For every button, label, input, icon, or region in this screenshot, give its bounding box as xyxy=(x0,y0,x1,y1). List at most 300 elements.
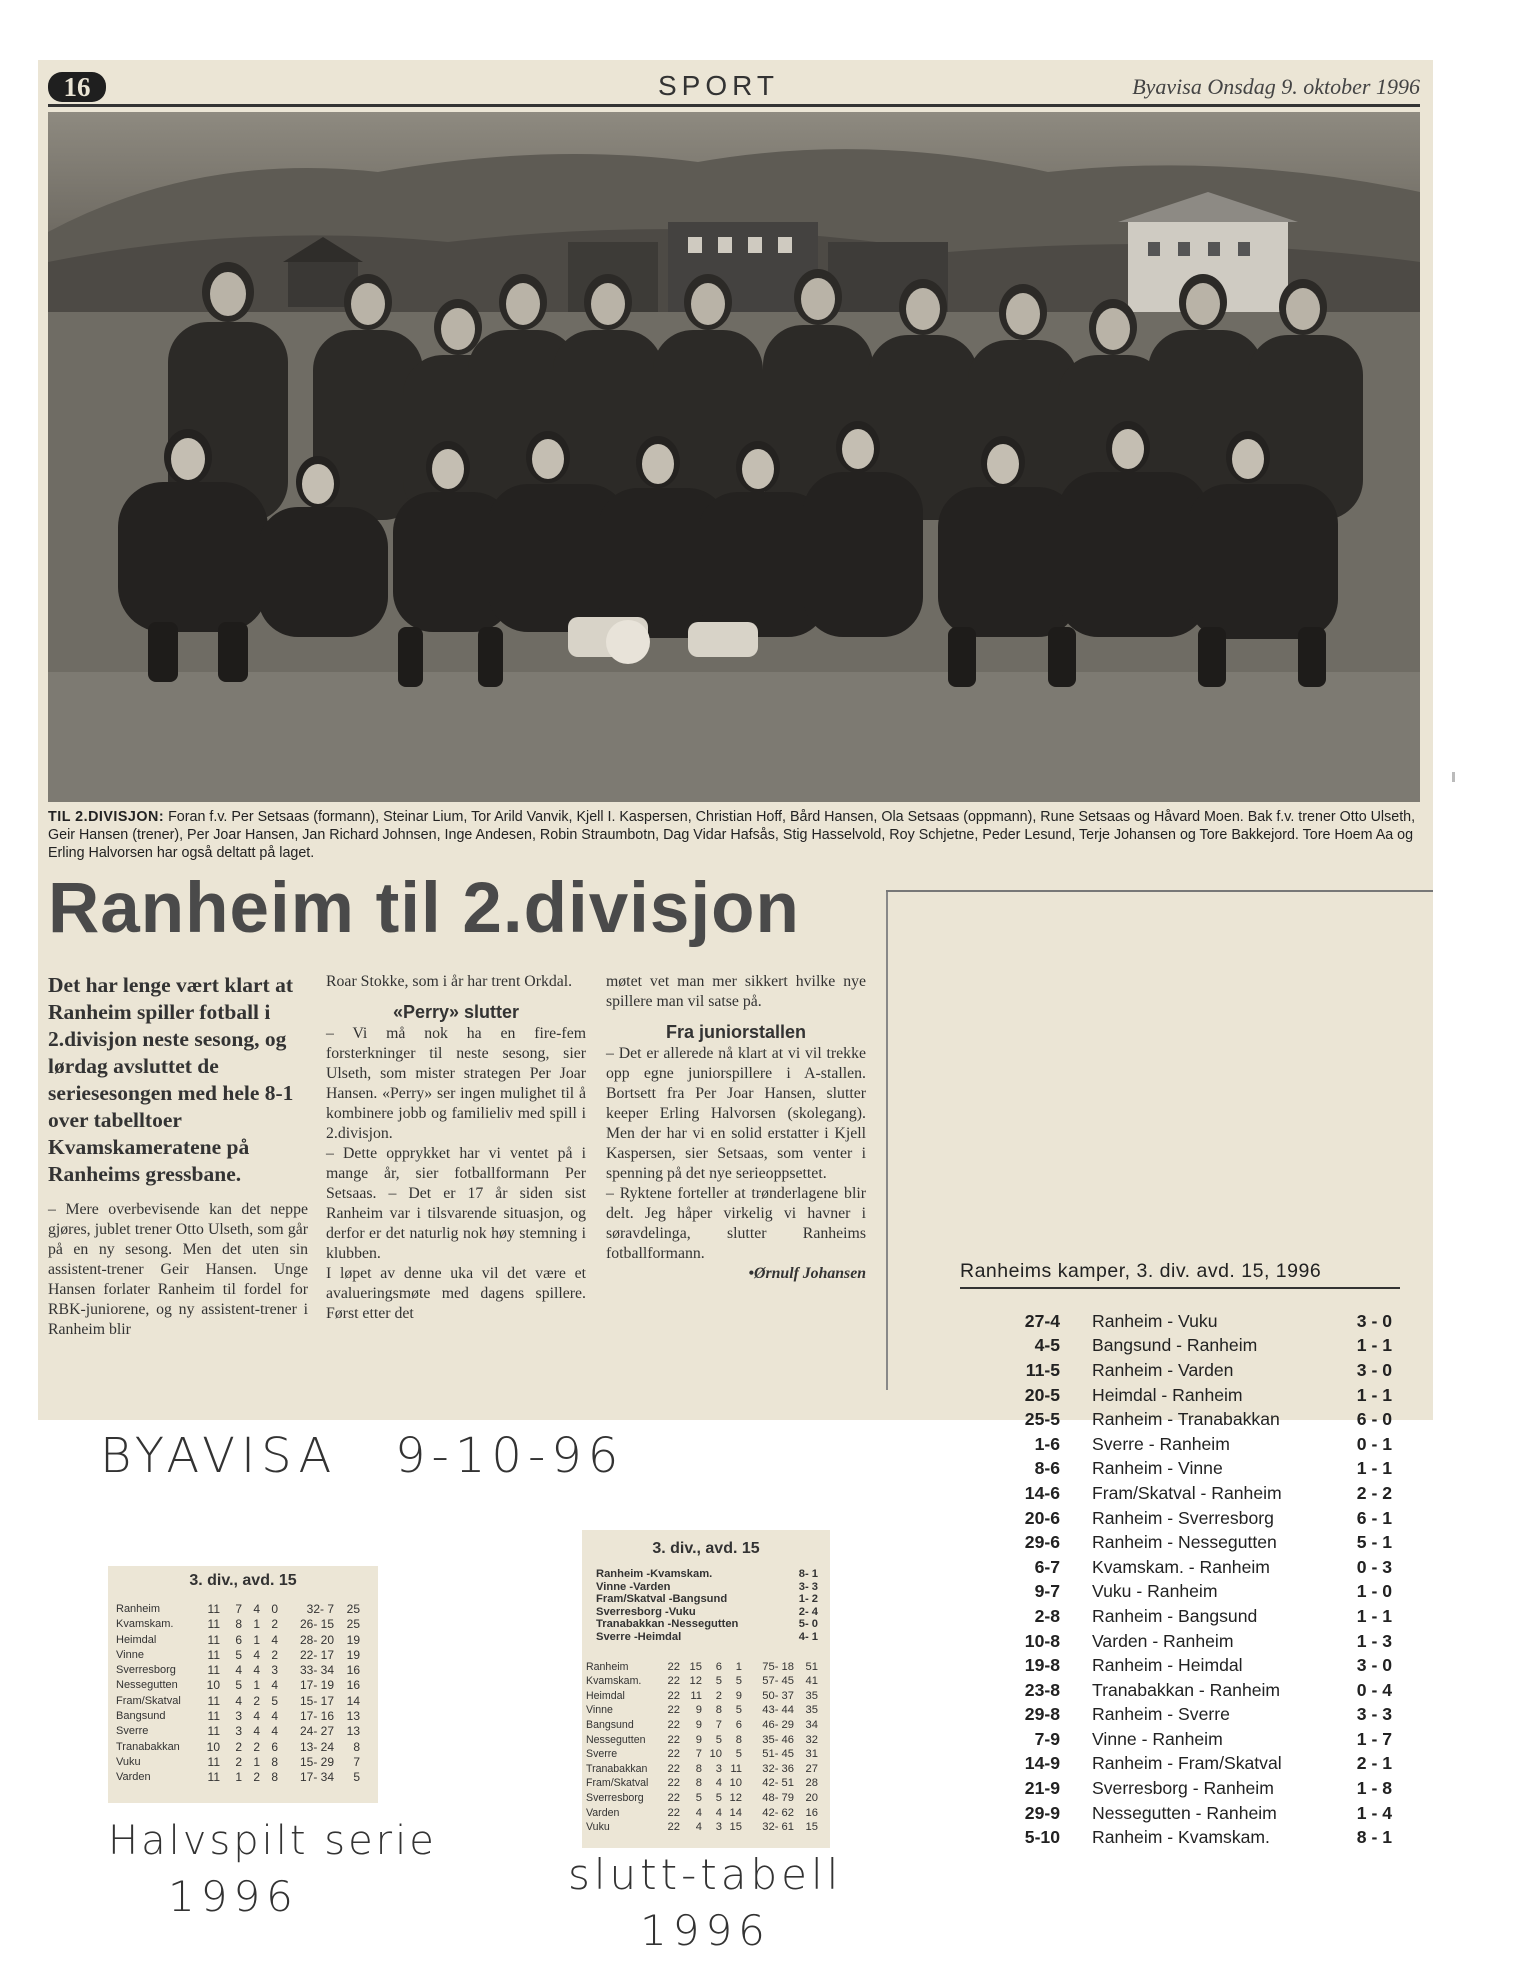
table-cell: 27-4 xyxy=(1024,1310,1060,1331)
table-cell: 19 xyxy=(346,1632,360,1647)
table-cell: Kvamskam. xyxy=(586,1675,642,1688)
table-cell: Vinne - Ranheim xyxy=(1092,1728,1223,1749)
table-cell: Vuku - Ranheim xyxy=(1092,1581,1218,1602)
dateline: Byavisa Onsdag 9. oktober 1996 xyxy=(1132,74,1420,99)
table-cell: 11 xyxy=(207,1754,220,1769)
table-cell: 32- 61 xyxy=(762,1821,794,1834)
section-title: SPORT xyxy=(658,70,779,101)
table-cell: Nessegutten xyxy=(586,1733,646,1746)
table-cell: 4 xyxy=(253,1602,260,1616)
table-cell: 4 xyxy=(235,1693,242,1708)
table-cell: Ranheim - Fram/Skatval xyxy=(1092,1753,1282,1774)
table-row xyxy=(114,1663,362,1678)
table-row xyxy=(960,1825,1392,1850)
table-row xyxy=(114,1633,362,1648)
table-cell: Ranheim - Nessegutten xyxy=(1092,1532,1277,1553)
table-cell: 2 xyxy=(715,1689,722,1702)
table-cell: 1 xyxy=(253,1617,260,1632)
table-row xyxy=(960,1555,1392,1580)
table-cell: 5 xyxy=(735,1675,742,1688)
table-cell: Sverresborg - Ranheim xyxy=(1092,1778,1274,1799)
table-cell: 13 xyxy=(346,1724,360,1739)
table-cell: 4 xyxy=(253,1647,260,1662)
table-cell: 25-5 xyxy=(1024,1409,1060,1430)
table-row xyxy=(960,1727,1392,1752)
table-cell: 14-6 xyxy=(1024,1482,1060,1503)
table-cell: 11 xyxy=(207,1602,220,1616)
final-table-grid xyxy=(584,1660,820,1835)
subhead-perry: «Perry» slutter xyxy=(392,1002,520,1022)
table-row xyxy=(584,1733,820,1748)
table-cell: 16 xyxy=(805,1806,818,1819)
table-row xyxy=(584,1718,820,1733)
table-cell: 42- 51 xyxy=(762,1777,794,1790)
table-cell: 41 xyxy=(805,1675,818,1688)
table-cell: Ranheim -Kvamskam. xyxy=(596,1568,713,1580)
table-row xyxy=(960,1653,1392,1678)
article-col2-top: Roar Stokke, som i år har trent Orkdal. xyxy=(326,973,573,990)
table-cell: 8 xyxy=(353,1739,360,1754)
table-cell: Ranheim - Vuku xyxy=(1092,1310,1218,1331)
table-cell: Ranheim - Sverresborg xyxy=(1092,1507,1274,1528)
table-cell: Vuku xyxy=(116,1755,141,1768)
table-cell: 8 xyxy=(271,1754,278,1769)
table-cell: Bangsund xyxy=(116,1710,166,1723)
table-cell: Fram/Skatval - Ranheim xyxy=(1092,1482,1282,1503)
table-cell: 10 xyxy=(729,1777,742,1790)
table-cell: Nessegutten xyxy=(116,1679,178,1692)
table-cell: 4 xyxy=(253,1663,260,1678)
table-row xyxy=(114,1740,362,1755)
table-cell: 1 - 8 xyxy=(1356,1778,1392,1799)
table-cell: 8 xyxy=(695,1777,702,1790)
table-cell: 15- 17 xyxy=(299,1693,334,1708)
table-cell: 1 - 4 xyxy=(1356,1802,1392,1823)
table-cell: 15 xyxy=(805,1821,818,1834)
caption-label: TIL 2.DIVISJON: xyxy=(48,809,165,825)
results-table xyxy=(960,1309,1392,1850)
table-cell: 7-9 xyxy=(1034,1728,1060,1749)
table-cell: 4 xyxy=(715,1777,722,1790)
table-cell: 8 xyxy=(715,1704,722,1717)
table-cell: 22 xyxy=(667,1821,680,1834)
table-cell: 15 xyxy=(729,1821,742,1834)
table-cell: 11 xyxy=(730,1762,742,1775)
table-cell: 25 xyxy=(346,1617,360,1632)
table-cell: 10 xyxy=(206,1739,220,1754)
table-cell: 32- 36 xyxy=(762,1762,794,1775)
table-cell: 8 xyxy=(271,1770,278,1785)
table-cell: Bangsund - Ranheim xyxy=(1092,1335,1258,1356)
table-row xyxy=(584,1776,820,1791)
table-row xyxy=(960,1481,1392,1506)
table-row xyxy=(584,1689,820,1704)
table-cell: Sverre -Heimdal xyxy=(596,1630,682,1643)
table-row xyxy=(594,1606,820,1619)
table-cell: 22 xyxy=(667,1718,680,1731)
table-cell: 21-9 xyxy=(1024,1778,1060,1799)
table-cell: 48- 79 xyxy=(762,1791,794,1804)
article-col2-body: – Vi må nok ha en fire-fem forsterkninger til neste sesong, sier Ulseth, som mister strategen Per Joar Hansen. «Perry» ser ingen mulighet til å kombinere jobb og familieliv med spill i 2.divisjon. – Dette opprykket har vi ventet på i mange år, sier fotballformann Per Setsaas. – Det er 17 år siden sist Ranheim var i tilsvarende situasjon, og derfor er det naturlig nok høy stemning i klubben. I løpet av denne uka vil det være et avalueringsmøte med dagens spillere. Først etter det xyxy=(326,1025,586,1322)
table-cell: 3 - 3 xyxy=(1356,1704,1392,1725)
table-cell: 11 xyxy=(207,1663,220,1678)
table-cell: 6 xyxy=(735,1718,742,1731)
table-cell: 3 xyxy=(235,1709,242,1724)
table-cell: 2-8 xyxy=(1034,1605,1060,1626)
table-cell: 46- 29 xyxy=(762,1718,794,1731)
table-cell: Sverre xyxy=(116,1725,149,1738)
header-rule xyxy=(48,104,1420,107)
table-row xyxy=(594,1581,820,1594)
table-cell: Varden xyxy=(586,1806,620,1819)
table-cell: 22 xyxy=(667,1733,680,1746)
table-cell: 26- 15 xyxy=(299,1617,334,1632)
table-cell: 4 xyxy=(271,1709,278,1724)
table-cell: Fram/Skatval -Bangsund xyxy=(596,1593,728,1606)
table-cell: 6 xyxy=(271,1739,278,1754)
table-cell: 4 xyxy=(715,1806,722,1819)
table-cell: 1 - 7 xyxy=(1356,1728,1392,1749)
table-cell: 3 - 0 xyxy=(1356,1310,1392,1331)
table-cell: Sverresborg -Vuku xyxy=(596,1605,696,1618)
table-row xyxy=(114,1602,362,1617)
table-cell: 5 xyxy=(715,1675,722,1688)
table-cell: 5 xyxy=(353,1770,360,1785)
caption-text: Foran f.v. Per Setsaas (formann), Steinar Lium, Tor Arild Vanvik, Kjell I. Kaspersen, Christian Hoff, Bård Hansen, Ola Setsaas (oppmann), Rune Setsaas og Håvard Moen. Bak f.v. trener Otto Ulseth, Geir Hansen (trener), Per Joar Hansen, Jan Richard Johnsen, Inge Andesen, Robin Straumbotn, Dag Vidar Hafsås, Stig Hasselvold, Roy Schjetne, Peder Lesund, Terje Johansen og Tore Bakkejord. Tore Hoem Aa og Erling Halvorsen har også deltatt på laget. xyxy=(48,809,1416,861)
table-cell: 1 xyxy=(253,1754,260,1769)
table-cell: 4 xyxy=(271,1724,278,1739)
table-cell: 11 xyxy=(207,1709,220,1724)
table-cell: 9 xyxy=(695,1704,702,1717)
table-cell: 5 xyxy=(235,1678,242,1693)
table-row xyxy=(960,1457,1392,1482)
table-cell: 19 xyxy=(346,1647,360,1662)
table-cell: 5 xyxy=(735,1704,742,1717)
table-cell: 4 xyxy=(271,1632,278,1647)
table-row xyxy=(584,1747,820,1762)
table-cell: 50- 37 xyxy=(762,1689,794,1702)
table-cell: Tranabakkan xyxy=(586,1762,648,1775)
table-cell: 22 xyxy=(667,1791,680,1804)
table-row xyxy=(960,1776,1392,1801)
table-cell: Tranabakkan xyxy=(116,1740,180,1753)
table-cell: Sverre xyxy=(586,1748,618,1761)
table-row xyxy=(584,1806,820,1821)
table-cell: 23-8 xyxy=(1024,1679,1060,1700)
final-table xyxy=(582,1530,830,1848)
table-cell: Vuku xyxy=(586,1821,610,1834)
table-cell: 1- 2 xyxy=(798,1593,818,1606)
table-cell: 35 xyxy=(805,1689,818,1702)
table-cell: 9 xyxy=(735,1689,742,1702)
table-cell: 15 xyxy=(689,1660,702,1673)
table-cell: 33- 34 xyxy=(299,1663,334,1678)
table-cell: 2 xyxy=(253,1739,260,1754)
table-cell: 16 xyxy=(346,1663,360,1678)
table-cell: 2 xyxy=(271,1647,278,1662)
results-list xyxy=(960,1260,1400,1850)
table-cell: 9 xyxy=(695,1733,702,1746)
table-cell: 22 xyxy=(667,1777,680,1790)
article-col3-top: møtet vet man mer sikkert hvilke nye spillere man vil satse på. xyxy=(606,973,866,1010)
table-cell: 2 xyxy=(271,1617,278,1632)
table-cell: 14-9 xyxy=(1024,1753,1060,1774)
table-cell: 13- 24 xyxy=(299,1739,334,1754)
table-cell: 2 - 2 xyxy=(1356,1482,1392,1503)
half-season-table xyxy=(108,1566,378,1803)
table-cell: 24- 27 xyxy=(299,1724,334,1739)
table-cell: 4 xyxy=(271,1678,278,1693)
table-cell: 1 - 1 xyxy=(1356,1605,1392,1626)
table-cell: 5 - 1 xyxy=(1356,1532,1392,1553)
table-cell: 43- 44 xyxy=(762,1704,794,1717)
table-cell: Varden xyxy=(116,1771,151,1784)
handwritten-half-label: Halvspilt serie xyxy=(108,1818,437,1864)
table-row xyxy=(114,1678,362,1693)
table-cell: 3 xyxy=(271,1663,278,1678)
table-cell: 12 xyxy=(729,1791,742,1804)
table-cell: 1 - 3 xyxy=(1356,1630,1392,1651)
table-row xyxy=(114,1770,362,1785)
table-cell: 4- 1 xyxy=(798,1630,818,1643)
margin-mark xyxy=(1452,772,1455,782)
table-cell: 29-8 xyxy=(1024,1704,1060,1725)
table-cell: 8- 1 xyxy=(798,1568,818,1580)
table-row xyxy=(960,1432,1392,1457)
table-cell: 29-6 xyxy=(1024,1532,1060,1553)
page-number: 16 xyxy=(48,72,106,102)
table-cell: Heimdal xyxy=(116,1633,157,1646)
table-cell: 10-8 xyxy=(1024,1630,1060,1651)
byline: •Ørnulf Johansen xyxy=(748,1265,866,1282)
table-row xyxy=(594,1618,820,1631)
table-cell: 11 xyxy=(207,1693,220,1708)
article-col3-body: – Det er allerede nå klart at vi vil trekke opp egne juniorspillere i A-stallen. Bortsett fra Per Joar Hansen, slutter keeper Erling Halvorsen (skolegang). Men der har vi en solid erstatter i Kjell Kaspersen, sier Setsaas, som venter i spenning på det nye serieoppsettet. – Ryktene forteller at trønderlagene blir delt. Jeg håper virkelig vi havner i søravdelinga, slutter Ranheims fotballformann. xyxy=(606,1045,866,1262)
table-cell: 35 xyxy=(805,1704,818,1717)
table-cell: 8-6 xyxy=(1034,1458,1060,1479)
table-cell: 27 xyxy=(805,1762,818,1775)
handwritten-final-year: 1996 xyxy=(640,1906,771,1955)
table-cell: 12 xyxy=(689,1675,702,1688)
table-cell: 15- 29 xyxy=(299,1754,334,1769)
subhead-juniors: Fra juniorstallen xyxy=(665,1022,807,1042)
table-cell: 1 xyxy=(235,1770,242,1785)
table-cell: 2 xyxy=(253,1770,260,1785)
table-cell: 1 - 1 xyxy=(1356,1458,1392,1479)
table-row xyxy=(960,1506,1392,1531)
table-cell: 8 - 1 xyxy=(1356,1827,1392,1848)
final-table-title: 3. div., avd. 15 xyxy=(652,1540,760,1557)
table-cell: 2 xyxy=(253,1693,260,1708)
table-cell: 22 xyxy=(667,1675,680,1688)
article-col1-body: – Mere overbevisende kan det neppe gjøres, jublet trener Otto Ulseth, som går på en ny sesong. Men det uten sin assistent-trener Geir Hansen. Unge Hansen forlater Ranheim til fordel for RBK-juniorene, og ny assistent-trener i Ranheim blir xyxy=(48,1201,308,1338)
table-cell: 1 - 0 xyxy=(1356,1581,1392,1602)
table-cell: Ranheim xyxy=(586,1660,629,1673)
table-cell: 1 - 1 xyxy=(1356,1335,1392,1356)
half-table-title: 3. div., avd. 15 xyxy=(189,1572,297,1589)
table-cell: Tranabakkan -Nessegutten xyxy=(596,1618,739,1631)
handwritten-final-label: slutt-tabell xyxy=(568,1850,843,1899)
table-cell: 17- 34 xyxy=(299,1770,334,1785)
table-row xyxy=(114,1617,362,1632)
table-cell: 11 xyxy=(207,1632,220,1647)
table-row xyxy=(960,1678,1392,1703)
table-cell: Ranheim - Tranabakkan xyxy=(1092,1409,1280,1430)
table-cell: Heimdal xyxy=(586,1689,625,1702)
table-cell: 11 xyxy=(207,1617,220,1632)
team-photo xyxy=(48,112,1420,802)
table-cell: 1 xyxy=(253,1632,260,1647)
table-cell: Bangsund xyxy=(586,1718,634,1731)
table-cell: 6 - 0 xyxy=(1356,1409,1392,1430)
table-cell: 3 xyxy=(715,1762,722,1775)
handwritten-source: BYAVISA xyxy=(100,1428,338,1484)
table-cell: 8 xyxy=(235,1617,242,1632)
table-cell: 11 xyxy=(690,1689,702,1702)
page-header xyxy=(48,70,1420,106)
column-rule-horizontal xyxy=(886,890,1433,892)
table-cell: 17- 19 xyxy=(299,1678,334,1693)
table-cell: 6 xyxy=(235,1632,242,1647)
table-cell: 51 xyxy=(805,1660,818,1673)
table-cell: 3 - 0 xyxy=(1356,1359,1392,1380)
table-cell: 35- 46 xyxy=(762,1733,794,1746)
table-cell: 11 xyxy=(207,1724,220,1739)
table-cell: 5- 0 xyxy=(798,1618,818,1631)
table-cell: Ranheim - Sverre xyxy=(1092,1704,1230,1725)
table-cell: 1-6 xyxy=(1034,1433,1060,1454)
table-cell: Tranabakkan - Ranheim xyxy=(1092,1679,1281,1700)
table-cell: 10 xyxy=(709,1748,722,1761)
table-cell: Ranheim - Bangsund xyxy=(1092,1605,1258,1626)
table-cell: 28 xyxy=(805,1777,818,1790)
table-row xyxy=(960,1334,1392,1359)
table-cell: Varden - Ranheim xyxy=(1092,1630,1234,1651)
article-column-2 xyxy=(326,972,586,1324)
table-row xyxy=(960,1703,1392,1728)
table-cell: 5 xyxy=(715,1733,722,1746)
table-cell: 6 - 1 xyxy=(1356,1507,1392,1528)
table-cell: 32- 7 xyxy=(306,1602,334,1616)
table-cell: 22 xyxy=(667,1748,680,1761)
table-cell: 22 xyxy=(667,1660,680,1673)
table-cell: 28- 20 xyxy=(299,1632,334,1647)
table-cell: 11 xyxy=(207,1770,220,1785)
table-cell: 5 xyxy=(715,1791,722,1804)
table-cell: 7 xyxy=(715,1718,722,1731)
table-row xyxy=(584,1703,820,1718)
table-row xyxy=(584,1674,820,1689)
table-cell: 17- 16 xyxy=(299,1709,334,1724)
table-cell: 42- 62 xyxy=(762,1806,794,1819)
table-cell: 4 xyxy=(695,1821,702,1834)
table-cell: 8 xyxy=(695,1762,702,1775)
final-last-round xyxy=(594,1568,820,1644)
table-row xyxy=(584,1660,820,1675)
table-cell: 1 xyxy=(735,1660,742,1673)
table-cell: 32 xyxy=(805,1733,818,1746)
table-row xyxy=(960,1580,1392,1605)
table-row xyxy=(114,1724,362,1739)
table-cell: 75- 18 xyxy=(762,1660,794,1673)
table-row xyxy=(960,1407,1392,1432)
table-cell: 22- 17 xyxy=(299,1647,334,1662)
table-cell: 0 - 1 xyxy=(1356,1433,1392,1454)
table-row xyxy=(114,1648,362,1663)
table-cell: 20 xyxy=(805,1791,818,1804)
table-cell: 11-5 xyxy=(1025,1359,1060,1380)
table-cell: 5 xyxy=(695,1791,702,1804)
table-row xyxy=(114,1694,362,1709)
table-cell: 4 xyxy=(253,1709,260,1724)
table-cell: Ranheim xyxy=(116,1603,161,1615)
table-cell: 2 xyxy=(235,1754,242,1769)
table-row xyxy=(584,1791,820,1806)
table-row xyxy=(960,1752,1392,1777)
article-column-1 xyxy=(48,972,308,1340)
table-cell: 3 xyxy=(715,1821,722,1834)
table-row xyxy=(960,1801,1392,1826)
table-cell: Kvamskam. xyxy=(116,1618,174,1631)
table-cell: 34 xyxy=(805,1718,818,1731)
table-cell: Ranheim - Kvamskam. xyxy=(1092,1827,1270,1848)
table-cell: 2 xyxy=(235,1739,242,1754)
table-cell: 11 xyxy=(207,1647,220,1662)
table-cell: Ranheim - Varden xyxy=(1092,1359,1234,1380)
table-cell: 0 xyxy=(271,1602,278,1616)
table-cell: 6 xyxy=(715,1660,722,1673)
table-cell: 22 xyxy=(667,1762,680,1775)
table-row xyxy=(960,1358,1392,1383)
table-cell: Ranheim - Heimdal xyxy=(1092,1655,1243,1676)
table-cell: 10 xyxy=(206,1678,220,1693)
table-cell: 3 - 0 xyxy=(1356,1655,1392,1676)
table-cell: 2 - 1 xyxy=(1356,1753,1392,1774)
table-cell: 3- 3 xyxy=(798,1580,818,1593)
photo-caption xyxy=(48,808,1420,862)
table-cell: 22 xyxy=(667,1689,680,1702)
table-cell: 22 xyxy=(667,1806,680,1819)
table-cell: 9 xyxy=(695,1718,702,1731)
table-cell: 1 - 1 xyxy=(1356,1384,1392,1405)
table-cell: 4 xyxy=(253,1724,260,1739)
table-cell: 20-5 xyxy=(1024,1384,1060,1405)
table-row xyxy=(114,1709,362,1724)
table-cell: Fram/Skatval xyxy=(586,1777,649,1790)
table-cell: Vinne xyxy=(586,1704,613,1717)
table-cell: 25 xyxy=(346,1602,360,1616)
table-cell: 14 xyxy=(346,1693,360,1708)
table-row xyxy=(960,1383,1392,1408)
table-cell: 4 xyxy=(695,1806,702,1819)
table-cell: Fram/Skatval xyxy=(116,1694,181,1707)
column-rule-vertical xyxy=(886,890,888,1390)
table-cell: 2- 4 xyxy=(798,1605,818,1618)
table-cell: 4 xyxy=(235,1663,242,1678)
table-cell: 0 - 4 xyxy=(1356,1679,1392,1700)
table-cell: 3 xyxy=(235,1724,242,1739)
table-row xyxy=(114,1755,362,1770)
headline: Ranheim til 2.divisjon xyxy=(48,869,800,948)
half-table-grid xyxy=(114,1602,362,1786)
table-cell: 16 xyxy=(346,1678,360,1693)
handwritten-date: 9-10-96 xyxy=(395,1428,625,1484)
team-photo-illustration xyxy=(48,112,1420,802)
table-row xyxy=(960,1309,1392,1334)
table-cell: 22 xyxy=(667,1704,680,1717)
table-cell: 51- 45 xyxy=(762,1748,794,1761)
table-row xyxy=(960,1604,1392,1629)
